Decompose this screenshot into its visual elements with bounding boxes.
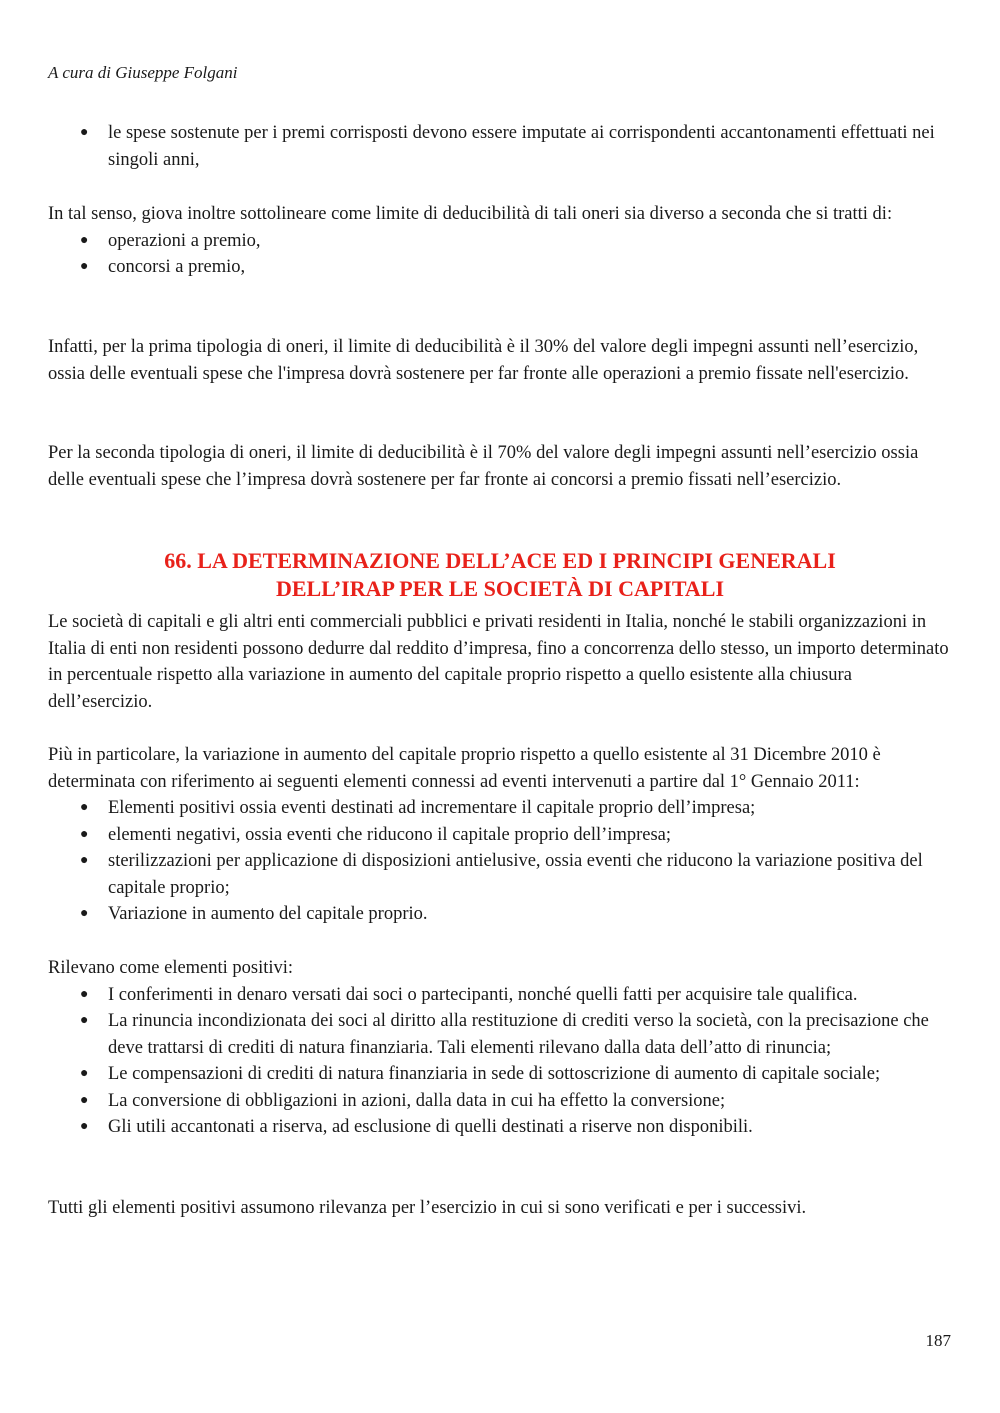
bullet-icon: ● xyxy=(80,1092,89,1108)
list-item: ● Gli utili accantonati a riserva, ad esclusione di quelli destinati a riserve non disponibili. xyxy=(48,1114,952,1141)
list-item: ● Le compensazioni di crediti di natura finanziaria in sede di sottoscrizione di aumento di capitale sociale; xyxy=(48,1061,952,1088)
list-item: ● concorsi a premio, xyxy=(48,254,952,281)
bullet-icon: ● xyxy=(80,853,89,868)
paragraph: Più in particolare, la variazione in aumento del capitale proprio rispetto a quello esistente al 31 Dicembre 2010 è determinata con riferimento ai seguenti elementi connessi ad eventi intervenuti a partire dal 1° Gennaio 2011: xyxy=(48,745,881,792)
list-item: ● sterilizzazioni per applicazione di disposizioni antielusive, ossia eventi che riducono la variazione positiva del capitale proprio; xyxy=(48,848,952,901)
section-heading-line-1: 66. LA DETERMINAZIONE DELL’ACE ED I PRINCIPI GENERALI xyxy=(164,548,836,573)
bullet-icon: ● xyxy=(80,800,89,815)
bullet-icon: ● xyxy=(80,259,89,274)
paragraph-societa-capitali: Le società di capitali e gli altri enti commerciali pubblici e privati residenti in Italia, nonché le stabili organizzazioni in Italia di enti non residenti possono dedurre dal reddito d’impresa, fino a concorrenza dello stesso, un importo determinato in percentuale rispetto alla variazione in aumento del capitale proprio rispetto a quello esistente alla chiusura dell’esercizio. xyxy=(48,612,949,712)
bullet-icon: ● xyxy=(80,906,89,921)
page-number: 187 xyxy=(925,1331,951,1350)
list-item: ● operazioni a premio, xyxy=(48,228,952,255)
bullet-icon: ● xyxy=(80,1119,89,1134)
section-heading xyxy=(48,547,952,603)
bullet-icon: ● xyxy=(80,986,89,1002)
paragraph-rilevanza: Tutti gli elementi positivi assumono rilevanza per l’esercizio in cui si sono verificati e per i successivi. xyxy=(48,1198,807,1218)
list-item: ● Variazione in aumento del capitale proprio. xyxy=(48,901,952,928)
elementi-positivi-block xyxy=(48,955,952,1141)
variazione-capitale-block xyxy=(48,742,952,928)
paragraph: Rilevano come elementi positivi: xyxy=(48,958,294,978)
bullet-list-elementi-positivi xyxy=(48,982,952,1141)
bullet-icon: ● xyxy=(80,1013,89,1028)
list-item: ● le spese sostenute per i premi corrisposti devono essere imputate ai corrispondenti accantonamenti effettuati nei singoli anni, xyxy=(48,120,952,173)
bullet-icon: ● xyxy=(80,125,89,140)
list-item: ● La rinuncia incondizionata dei soci al diritto alla restituzione di crediti verso la società, con la precisazione che deve trattarsi di crediti di natura finanziaria. Tali elementi rilevano dalla data dell’atto di rinuncia; xyxy=(48,1008,952,1061)
list-item: ● elementi negativi, ossia eventi che riducono il capitale proprio dell’impresa; xyxy=(48,822,952,849)
list-item: ● Elementi positivi ossia eventi destinati ad incrementare il capitale proprio dell’impresa; xyxy=(48,795,952,822)
paragraph-seconda-tipologia: Per la seconda tipologia di oneri, il limite di deducibilità è il 70% del valore degli impegni assunti nell’esercizio ossia delle eventuali spese che l’impresa dovrà sostenere per far fronte ai concorsi a premio fissati nell’esercizio. xyxy=(48,443,919,490)
paragraph-prima-tipologia: Infatti, per la prima tipologia di oneri, il limite di deducibilità è il 30% del valore degli impegni assunti nell’esercizio, ossia delle eventuali spese che l'impresa dovrà sostenere per far fronte alle operazioni a premio fissate nell'esercizio. xyxy=(48,337,919,384)
bullet-icon: ● xyxy=(80,232,89,248)
bullet-list-tipologie xyxy=(48,228,952,281)
bullet-list-elementi xyxy=(48,795,952,928)
running-header: A cura di Giuseppe Folgani xyxy=(48,63,238,82)
deducibility-intro-block xyxy=(48,201,952,281)
list-item: ● La conversione di obbligazioni in azioni, dalla data in cui ha effetto la conversione; xyxy=(48,1088,952,1115)
bullet-list-premi xyxy=(48,120,952,173)
bullet-icon: ● xyxy=(80,1066,89,1081)
list-item: ● I conferimenti in denaro versati dai soci o partecipanti, nonché quelli fatti per acquisire tale qualifica. xyxy=(48,982,952,1009)
section-heading-line-2: DELL’IRAP PER LE SOCIETÀ DI CAPITALI xyxy=(275,576,725,601)
paragraph: In tal senso, giova inoltre sottolineare come limite di deducibilità di tali oneri sia diverso a seconda che si tratti di: xyxy=(48,204,893,224)
bullet-icon: ● xyxy=(80,826,89,842)
